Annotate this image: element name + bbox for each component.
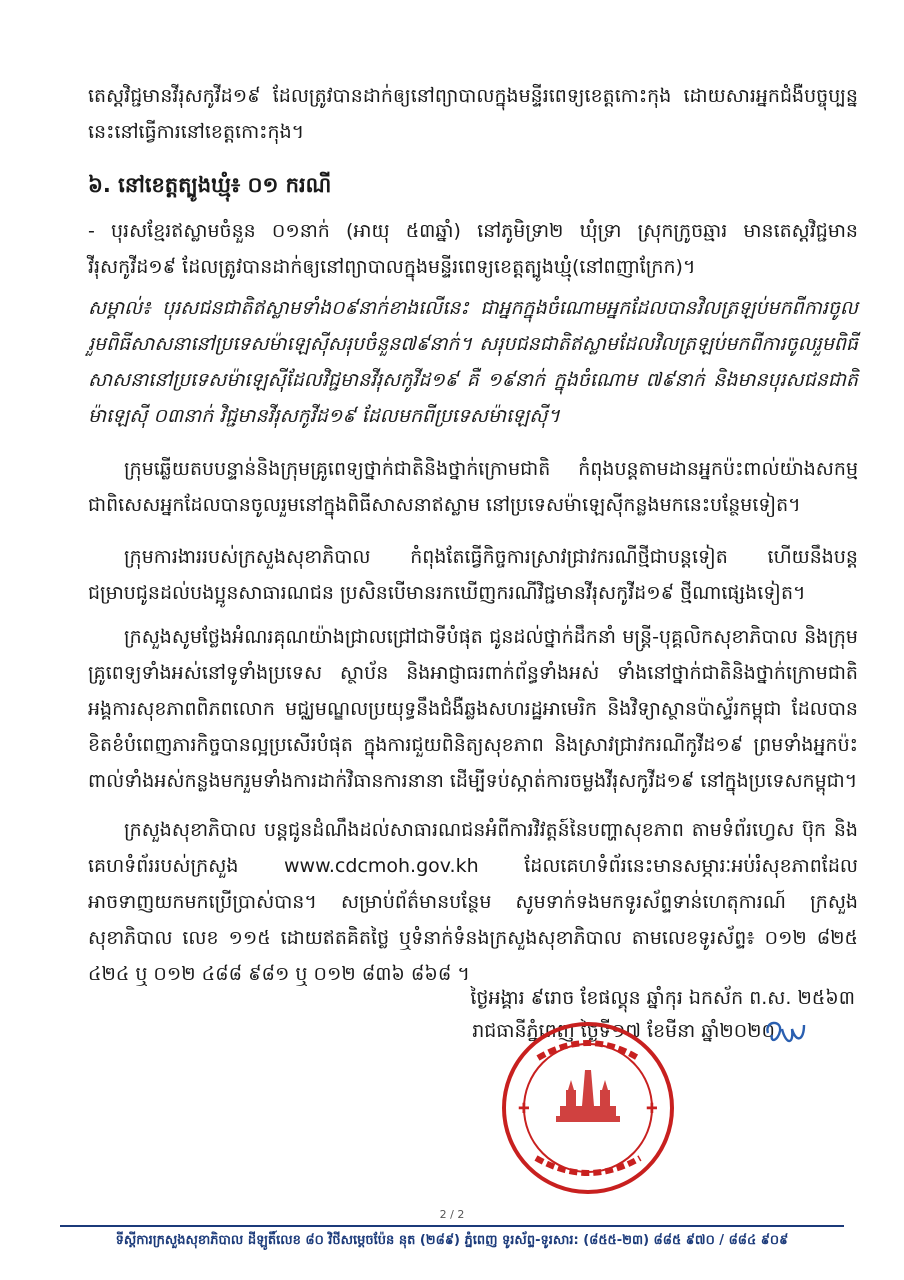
page-number: 2 / 2: [439, 1208, 465, 1221]
section-heading-tbong-khmum: ៦. នៅខេត្តត្បូងឃ្មុំ៖ ០១ ករណី: [88, 173, 332, 197]
paragraph-thanks: ក្រសួងសូមថ្លែងអំណរគុណយ៉ាងជ្រាលជ្រៅជាទីបំផុត ជូនដល់ថ្នាក់ដឹកនាំ មន្ត្រី-បុគ្គលិកសុខាភិបាល និងក្រុមគ្រូពេទ្យទាំងអស់នៅទូទាំងប្រទេស ស្ថាប័ន និងអាជ្ញាធរពាក់ព័ន្ធទាំងអស់ ទាំងនៅថ្នាក់ជាតិនិងថ្នាក់ក្រោមជាតិ អង្គការសុខភាពពិភពលោក មជ្ឈមណ្ឌលប្រយុទ្ធនឹងជំងឺឆ្លងសហរដ្ឋអាមេរិក និងវិទ្យាស្ថានប៉ាស្ទ័រកម្ពុជា ដែលបានខិតខំបំពេញភារកិច្ចបានល្អប្រសើរបំផុត ក្នុងការជួយពិនិត្យសុខភាព និងស្រាវជ្រាវករណីកូវីដ១៩ ព្រមទាំងអ្នកប៉ះពាល់ទាំងអស់កន្លងមករួមទាំងការដាក់វិធានការនានា ដើម្បីទប់ស្កាត់ការចម្លងវីរុសកូវីដ១៩ នៅក្នុងប្រទេសកម្ពុជា។: [88, 626, 858, 792]
paragraph-tbong-khmum-case: - បុរសខ្មែរឥស្លាមចំនួន ០១នាក់ (អាយុ ៥៣ឆ្នាំ) នៅភូមិទ្រា២ ឃុំទ្រា ស្រុកក្រូចឆ្មារ មានតេស្តវិជ្ជមានវីរុសកូវីដ១៩ ដែលត្រូវបានដាក់ឲ្យនៅព្យាបាលក្នុងមន្ទីរពេទ្យខេត្តត្បូងឃ្មុំ(នៅពញាក្រែក)។: [88, 220, 858, 278]
official-seal-stamp: [498, 1018, 678, 1198]
handwritten-initial: [760, 1015, 810, 1049]
svg-text:✚: ✚: [646, 1101, 658, 1117]
lunar-date: ថ្ងៃអង្គារ ៩រោច ខែផល្គុន ឆ្នាំកុរ ឯកស័ក ព.ស. ២៥៦៣: [470, 987, 855, 1009]
paragraph-ministry-work: ក្រុមការងាររបស់ក្រសួងសុខាភិបាល កំពុងតែធ្វើកិច្ចការស្រាវជ្រាវករណីថ្មីជាបន្តទៀត ហើយនឹងបន្តជម្រាបជូនដល់បងប្អូនសាធារណជន ប្រសិនបើមានរកឃើញករណីវិជ្ជមានវីរុសកូវីដ១៩ ថ្មីណាផ្សេងទៀត។: [88, 546, 858, 604]
paragraph-response-team: ក្រុមឆ្លើយតបបន្ទាន់និងក្រុមគ្រូពេទ្យថ្នាក់ជាតិនិងថ្នាក់ក្រោមជាតិ កំពុងបន្តតាមដានអ្នកប៉ះពាល់យ៉ាងសកម្ម ជាពិសេសអ្នកដែលបានចូលរួមនៅក្នុងពិធីសាសនាឥស្លាម នៅប្រទេសម៉ាឡេស៊ីកន្លងមកនេះបន្ថែមទៀត។: [88, 458, 858, 516]
paragraph-contact-info: ក្រសួងសុខាភិបាល បន្តជូនដំណឹងដល់សាធារណជនអំពីការវិវត្តន៍នៃបញ្ហាសុខភាព តាមទំព័រហ្វេស ប៊ុក និងគេហទំព័ររបស់ក្រសួង www.cdcmoh.gov.kh ដែលគេហទំព័រនេះមានសម្ភារៈអប់រំសុខភាពដែលអាចទាញយកមកប្រើប្រាស់បាន។ សម្រាប់ព័ត៌មានបន្ថែម សូមទាក់ទងមកទូរស័ព្ទទាន់ហេតុការណ៍ ក្រសួងសុខាភិបាល លេខ ១១៥ ដោយឥតគិតថ្លៃ ឬទំនាក់ទំនងក្រសួងសុខាភិបាល តាមលេខទូរស័ព្ទ៖ ០១២ ៨២៥ ៤២៤ ឬ ០១២ ៤៨៨ ៩៨១ ឬ ០១២ ៨៣៦ ៨៦៨ ។: [88, 819, 858, 985]
svg-text:✚: ✚: [518, 1101, 530, 1117]
paragraph-koh-kong: តេស្តវិជ្ជមានវីរុសកូវីដ១៩ ដែលត្រូវបានដាក់ឲ្យនៅព្យាបាលក្នុងមន្ទីរពេទ្យខេត្តកោះកុង ដោយសារអ្នកជំងឺបច្ចុប្បន្ននេះនៅធ្វើការនៅខេត្តកោះកុង។: [88, 85, 858, 143]
place-date: រាជធានីភ្នំពេញ ថ្ងៃទី១៧ ខែមីនា ឆ្នាំ២០២០: [472, 1020, 775, 1042]
footer-divider: [60, 1225, 844, 1227]
footer-address: ទីស្តីការក្រសួងសុខាភិបាល ដីឡូតិ៍លេខ ៨០ វិថីសម្តេចប៉ែន នុត (២៨៩) ភ្នំពេញ ទូរស័ព្ទ-ទូរសារ: (៨៥៥-២៣) ៨៨៥ ៩៧០ / ៨៨៤ ៩០៩: [115, 1233, 789, 1248]
note-paragraph: សម្គាល់៖ បុរសជនជាតិឥស្លាមទាំង០៩នាក់ខាងលើនេះ ជាអ្នកក្នុងចំណោមអ្នកដែលបានវិលត្រឡប់មកពីការចូលរួមពិធីសាសនានៅប្រទេសម៉ាឡេស៊ីសរុបចំនួន៧៩នាក់។ សរុបជនជាតិឥស្លាមដែលវិលត្រឡប់មកពីការចូលរួមពិធីសាសនានៅប្រទេសម៉ាឡេស៊ីដែលវិជ្ជមានវីរុសកូវីដ១៩ គឺ ១៩នាក់ ក្នុងចំណោម ៧៩នាក់ និងមានបុរសជនជាតិម៉ាឡេស៊ី ០៣នាក់ វិជ្ជមានវីរុសកូវីដ១៩ ដែលមកពីប្រទេសម៉ាឡេស៊ី។: [88, 297, 858, 427]
